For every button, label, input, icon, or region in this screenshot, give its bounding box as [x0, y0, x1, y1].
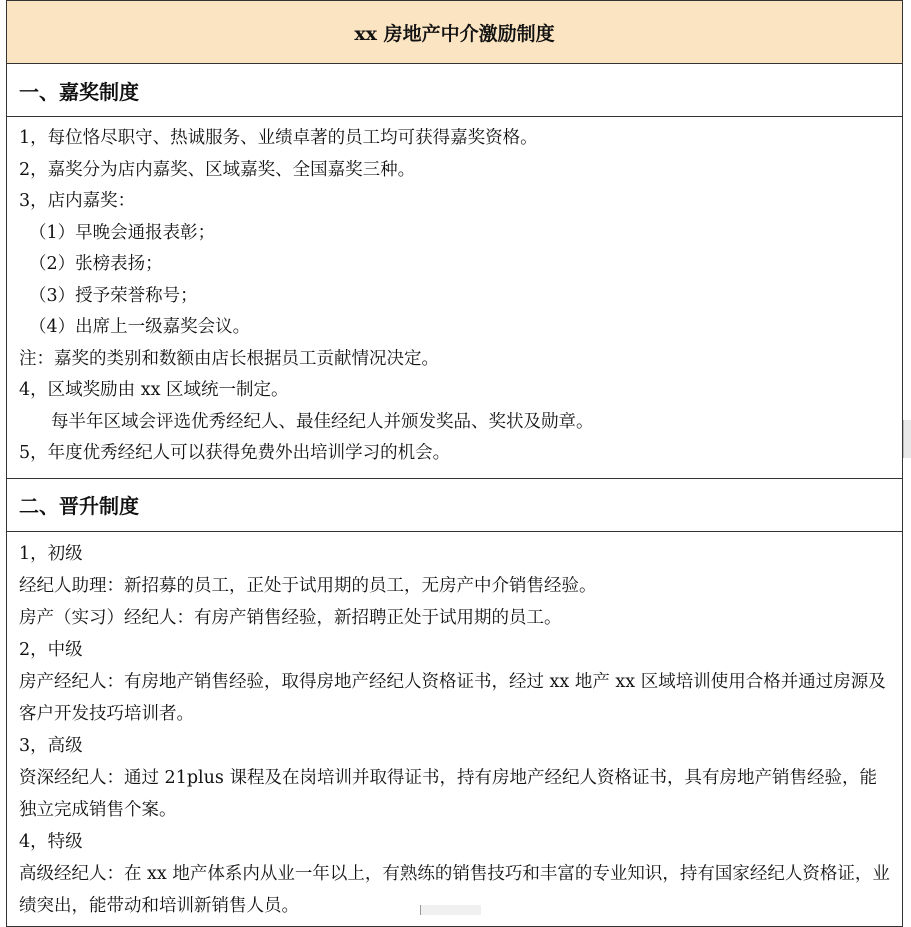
text-line: 经纪人助理：新招募的员工，正处于试用期的员工，无房产中介销售经验。 [19, 575, 597, 596]
bottom-divider-fragment [420, 905, 481, 915]
text-line: 注：嘉奖的类别和数额由店长根据员工贡献情况决定。 [19, 348, 439, 369]
text-line: （4）出席上一级嘉奖会议。 [29, 317, 251, 337]
section-heading-promotion: 二、晋升制度 [7, 479, 902, 532]
section-body-promotion [7, 532, 902, 926]
document-table [6, 0, 903, 927]
text-paragraph: 房产经纪人：有房地产销售经验，取得房地产经纪人资格证书，经过 xx 地产 xx 区域培训使用合格并通过房源及客户开发技巧培训者。 [19, 671, 886, 724]
text-line: 1，每位恪尽职守、热诚服务、业绩卓著的员工均可获得嘉奖资格。 [19, 128, 538, 148]
text-line: 房产（实习）经纪人：有房产销售经验，新招聘正处于试用期的员工。 [19, 607, 562, 628]
text-line: 2，中级 [19, 639, 83, 660]
text-line: 每半年区域会评选优秀经纪人、最佳经纪人并颁发奖品、奖状及勋章。 [51, 411, 594, 432]
text-line: （3）授予荣誉称号； [29, 285, 198, 306]
scrollbar-fragment [903, 420, 911, 458]
text-paragraph: 资深经纪人：通过 21plus 课程及在岗培训并取得证书，持有房地产经纪人资格证书，具有房地产销售经验，能独立完成销售个案。 [19, 767, 877, 820]
section-body-rewards [7, 117, 902, 479]
text-line: 3，高级 [19, 735, 83, 756]
text-paragraph: 高级经纪人：在 xx 地产体系内从业一年以上，有熟练的销售技巧和丰富的专业知识，持有国家经纪人资格证，业绩突出，能带动和培训新销售人员。 [19, 863, 890, 916]
text-line: 4，特级 [19, 831, 83, 852]
text-line: （1）早晚会通报表彰； [29, 222, 216, 243]
text-line: 2，嘉奖分为店内嘉奖、区域嘉奖、全国嘉奖三种。 [19, 159, 416, 180]
text-line: 1，初级 [19, 543, 83, 564]
section-heading-rewards: 一、嘉奖制度 [7, 64, 902, 117]
document-title: xx 房地产中介激励制度 [7, 0, 902, 64]
text-line: 5，年度优秀经纪人可以获得免费外出培训学习的机会。 [19, 443, 451, 463]
text-line: 3，店内嘉奖： [19, 191, 136, 211]
text-line: 4，区域奖励由 xx 区域统一制定。 [19, 380, 289, 400]
text-line: （2）张榜表扬； [29, 254, 163, 274]
